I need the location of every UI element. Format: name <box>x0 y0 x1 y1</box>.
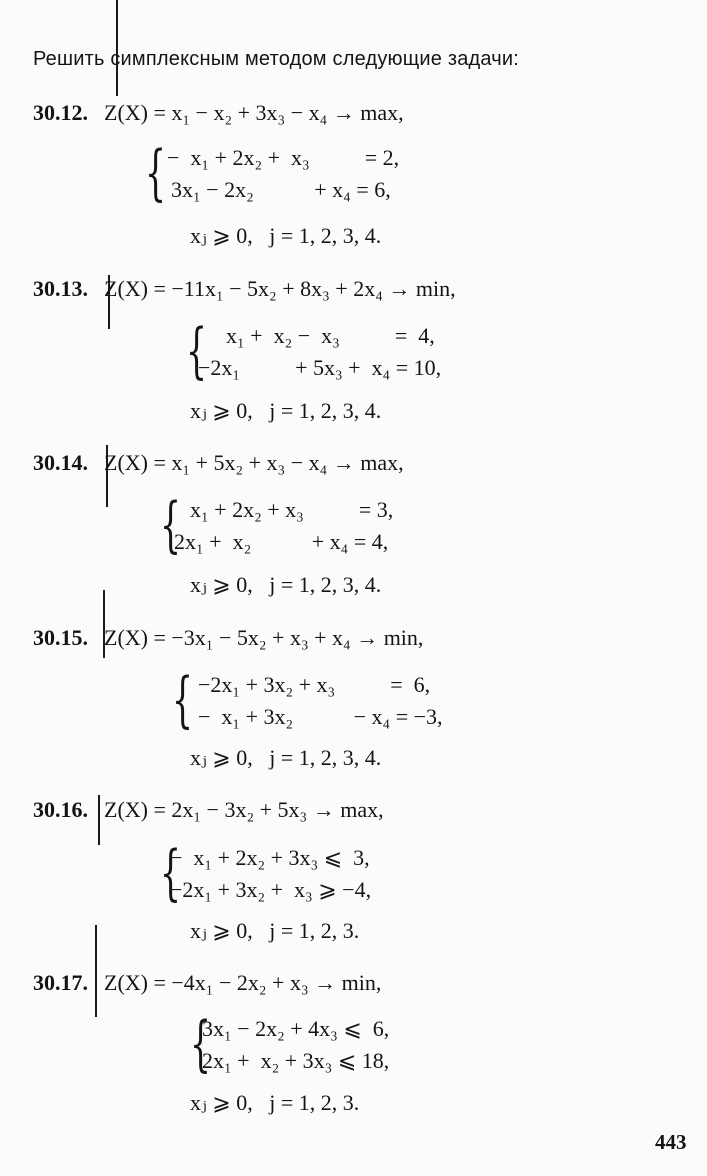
constraint-equation: −2x₁ + 5x₃ + x₄ = 10, <box>198 355 442 380</box>
constraint-equation: x₁ + x₂ − x₃ = 4, <box>226 323 435 348</box>
brace-icon: { <box>186 316 208 386</box>
margin-mark <box>98 795 100 845</box>
constraint-equation: − x₁ + 3x₂ − x₄ = −3, <box>198 704 443 729</box>
problem-number: 30.17. <box>33 970 88 995</box>
nonnegativity-condition: xⱼ ⩾ 0, j = 1, 2, 3, 4. <box>190 572 382 597</box>
objective-function: Z(X) = −4x₁ − 2x₂ + x₃ → min, <box>104 970 382 995</box>
brace-icon: { <box>172 665 194 735</box>
objective-function: Z(X) = −3x₁ − 5x₂ + x₃ + x₄ → min, <box>104 625 424 650</box>
constraint-equation: − x₁ + 2x₂ + 3x₃ ⩽ 3, <box>170 845 370 870</box>
problem-number: 30.13. <box>33 276 88 301</box>
nonnegativity-condition: xⱼ ⩾ 0, j = 1, 2, 3, 4. <box>190 223 382 248</box>
brace-icon: { <box>145 138 167 208</box>
brace-icon: { <box>160 838 182 908</box>
constraint-equation: 3x₁ − 2x₂ + x₄ = 6, <box>171 177 391 202</box>
objective-function: Z(X) = 2x₁ − 3x₂ + 5x₃ → max, <box>104 797 384 822</box>
brace-icon: { <box>190 1009 212 1079</box>
constraint-equation: −2x₁ + 3x₂ + x₃ = 6, <box>198 672 431 697</box>
nonnegativity-condition: xⱼ ⩾ 0, j = 1, 2, 3. <box>190 918 360 943</box>
problem-number: 30.16. <box>33 797 88 822</box>
nonnegativity-condition: xⱼ ⩾ 0, j = 1, 2, 3, 4. <box>190 745 382 770</box>
page-number: 443 <box>655 1130 687 1154</box>
nonnegativity-condition: xⱼ ⩾ 0, j = 1, 2, 3. <box>190 1090 360 1115</box>
objective-function: Z(X) = x₁ + 5x₂ + x₃ − x₄ → max, <box>104 450 404 475</box>
constraint-equation: 2x₁ + x₂ + x₄ = 4, <box>174 529 389 554</box>
problem-number: 30.14. <box>33 450 88 475</box>
constraint-equation: 2x₁ + x₂ + 3x₃ ⩽ 18, <box>202 1048 390 1073</box>
objective-function: Z(X) = x₁ − x₂ + 3x₃ − x₄ → max, <box>104 100 404 125</box>
constraint-equation: −2x₁ + 3x₂ + x₃ ⩾ −4, <box>170 877 372 902</box>
margin-mark <box>95 925 97 1017</box>
objective-function: Z(X) = −11x₁ − 5x₂ + 8x₃ + 2x₄ → min, <box>104 276 456 301</box>
constraint-equation: 3x₁ − 2x₂ + 4x₃ ⩽ 6, <box>202 1016 390 1041</box>
constraint-equation: − x₁ + 2x₂ + x₃ = 2, <box>167 145 400 170</box>
problem-number: 30.15. <box>33 625 88 650</box>
constraint-equation: x₁ + 2x₂ + x₃ = 3, <box>190 497 394 522</box>
section-heading: Решить симплексным методом следующие задачи: <box>33 48 520 70</box>
problem-number: 30.12. <box>33 100 88 125</box>
brace-icon: { <box>160 490 182 560</box>
nonnegativity-condition: xⱼ ⩾ 0, j = 1, 2, 3, 4. <box>190 398 382 423</box>
